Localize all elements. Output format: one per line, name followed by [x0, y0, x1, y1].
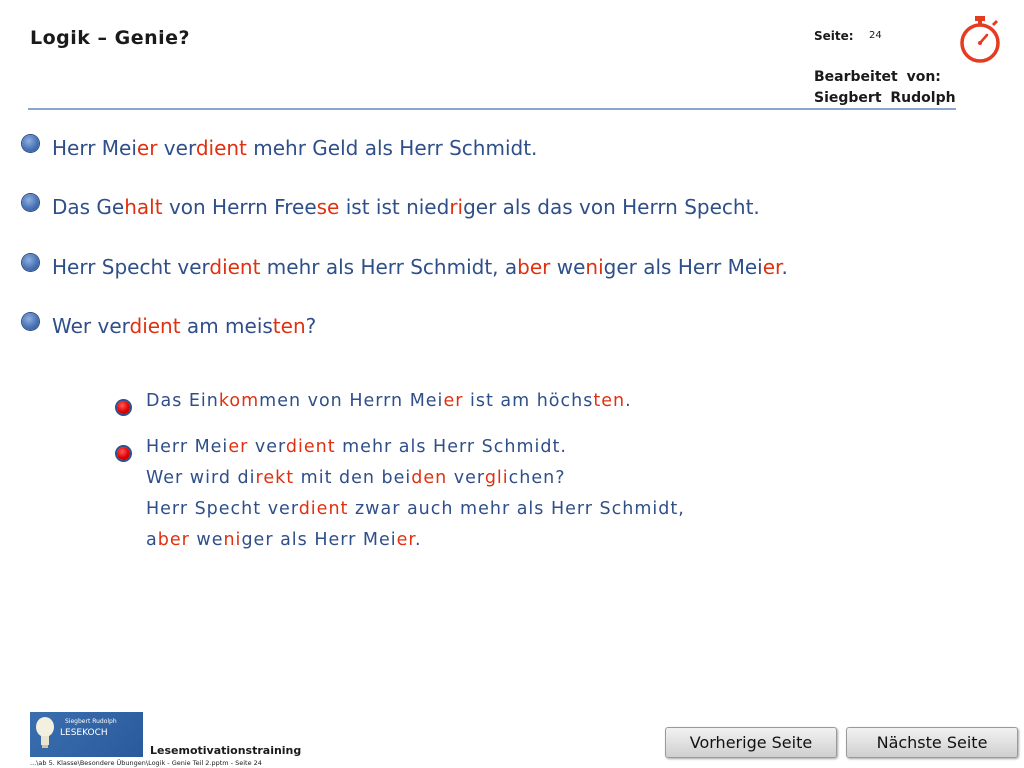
text-segment: Das Ein [146, 391, 219, 411]
text-segment: von Herrn Free [162, 195, 317, 219]
text-segment: ver [157, 136, 196, 160]
answer-2 [146, 432, 685, 556]
highlight-syllable: er [136, 136, 158, 160]
bullet-blue-icon [22, 194, 39, 211]
highlight-syllable: ber [157, 530, 190, 550]
answer-line [146, 386, 632, 417]
logo-title: LESEKOCH [60, 728, 108, 738]
page-number: 24 [869, 30, 882, 41]
statement-1 [52, 136, 537, 160]
text-segment: Herr Mei [52, 136, 137, 160]
highlight-syllable: dient [285, 437, 336, 457]
answer-line [146, 463, 685, 494]
highlight-syllable: den [411, 468, 448, 488]
text-segment: mehr als Herr Schmidt, a [260, 255, 518, 279]
highlight-syllable: dient [129, 314, 181, 338]
text-segment: mehr Geld als Herr Schmidt. [246, 136, 538, 160]
highlight-syllable: kom [218, 391, 260, 411]
highlight-syllable: er [396, 530, 415, 550]
highlight-syllable: dient [298, 499, 349, 519]
bullet-blue-icon [22, 135, 39, 152]
highlight-syllable: er [443, 391, 464, 411]
lesekoch-logo [30, 712, 143, 757]
text-segment: Das Ge [52, 195, 125, 219]
answer-line [146, 525, 685, 556]
text-segment: ? [305, 314, 317, 338]
text-segment: . [781, 255, 788, 279]
highlight-syllable: ten [593, 391, 626, 411]
text-segment: chen? [508, 468, 566, 488]
text-segment: we [189, 530, 224, 550]
text-segment: ist am höchs [463, 391, 594, 411]
text-segment: Herr Specht ver [52, 255, 210, 279]
text-segment: we [550, 255, 586, 279]
text-segment: . [625, 391, 632, 411]
highlight-syllable: ri [449, 195, 464, 219]
next-page-button[interactable]: Nächste Seite [846, 727, 1018, 758]
lightbulb-icon [34, 716, 56, 750]
answer-line [146, 494, 685, 525]
highlight-syllable: gli [484, 468, 509, 488]
bullet-blue-icon [22, 254, 39, 271]
text-segment: Wer wird di [146, 468, 256, 488]
answer-line [146, 432, 685, 463]
text-segment: ver [447, 468, 485, 488]
text-segment: men von Herrn Mei [259, 391, 444, 411]
text-segment: a [146, 530, 158, 550]
highlight-syllable: ten [272, 314, 306, 338]
text-segment: mehr als Herr Schmidt. [335, 437, 567, 457]
text-segment: ger als das von Herrn Specht. [463, 195, 760, 219]
text-segment: zwar auch mehr als Herr Schmidt, [348, 499, 685, 519]
highlight-syllable: ni [585, 255, 604, 279]
text-segment: mit den bei [294, 468, 412, 488]
answer-1 [146, 386, 632, 417]
text-segment: ist ist nied [339, 195, 450, 219]
stopwatch-icon[interactable] [956, 14, 1004, 64]
logo-author: Siegbert Rudolph [65, 718, 117, 725]
text-segment: Herr Specht ver [146, 499, 299, 519]
bullet-blue-icon [22, 313, 39, 330]
file-path: ...\ab 5. Klasse\Besondere Übungen\Logik - Genie Teil 2.pptm - Seite 24 [30, 759, 262, 767]
answer-bullet-red-icon[interactable] [117, 401, 130, 414]
highlight-syllable: ni [223, 530, 242, 550]
text-segment: Wer ver [52, 314, 130, 338]
highlight-syllable: dient [195, 136, 247, 160]
edited-by-label: Bearbeitet von: [814, 69, 941, 85]
text-segment: Herr Mei [146, 437, 229, 457]
text-segment: am meis [180, 314, 273, 338]
highlight-syllable: er [228, 437, 249, 457]
previous-page-button[interactable]: Vorherige Seite [665, 727, 837, 758]
text-segment: ger als Herr Mei [603, 255, 763, 279]
highlight-syllable: er [762, 255, 782, 279]
author-name: Siegbert Rudolph [814, 90, 956, 106]
page-label: Seite: [814, 29, 854, 43]
edited-by [814, 67, 956, 109]
highlight-syllable: dient [209, 255, 261, 279]
text-segment: ger als Herr Mei [241, 530, 397, 550]
statement-3 [52, 255, 788, 279]
question [52, 314, 316, 338]
highlight-syllable: ber [517, 255, 551, 279]
page-title: Logik – Genie? [30, 27, 191, 49]
highlight-syllable: rekt [255, 468, 295, 488]
highlight-syllable: se [316, 195, 340, 219]
answer-bullet-red-icon[interactable] [117, 447, 130, 460]
text-segment: ver [248, 437, 286, 457]
statement-2 [52, 195, 760, 219]
highlight-syllable: halt [124, 195, 163, 219]
text-segment: . [415, 530, 422, 550]
header-divider [28, 108, 956, 110]
footer-label: Lesemotivationstraining [150, 744, 302, 757]
